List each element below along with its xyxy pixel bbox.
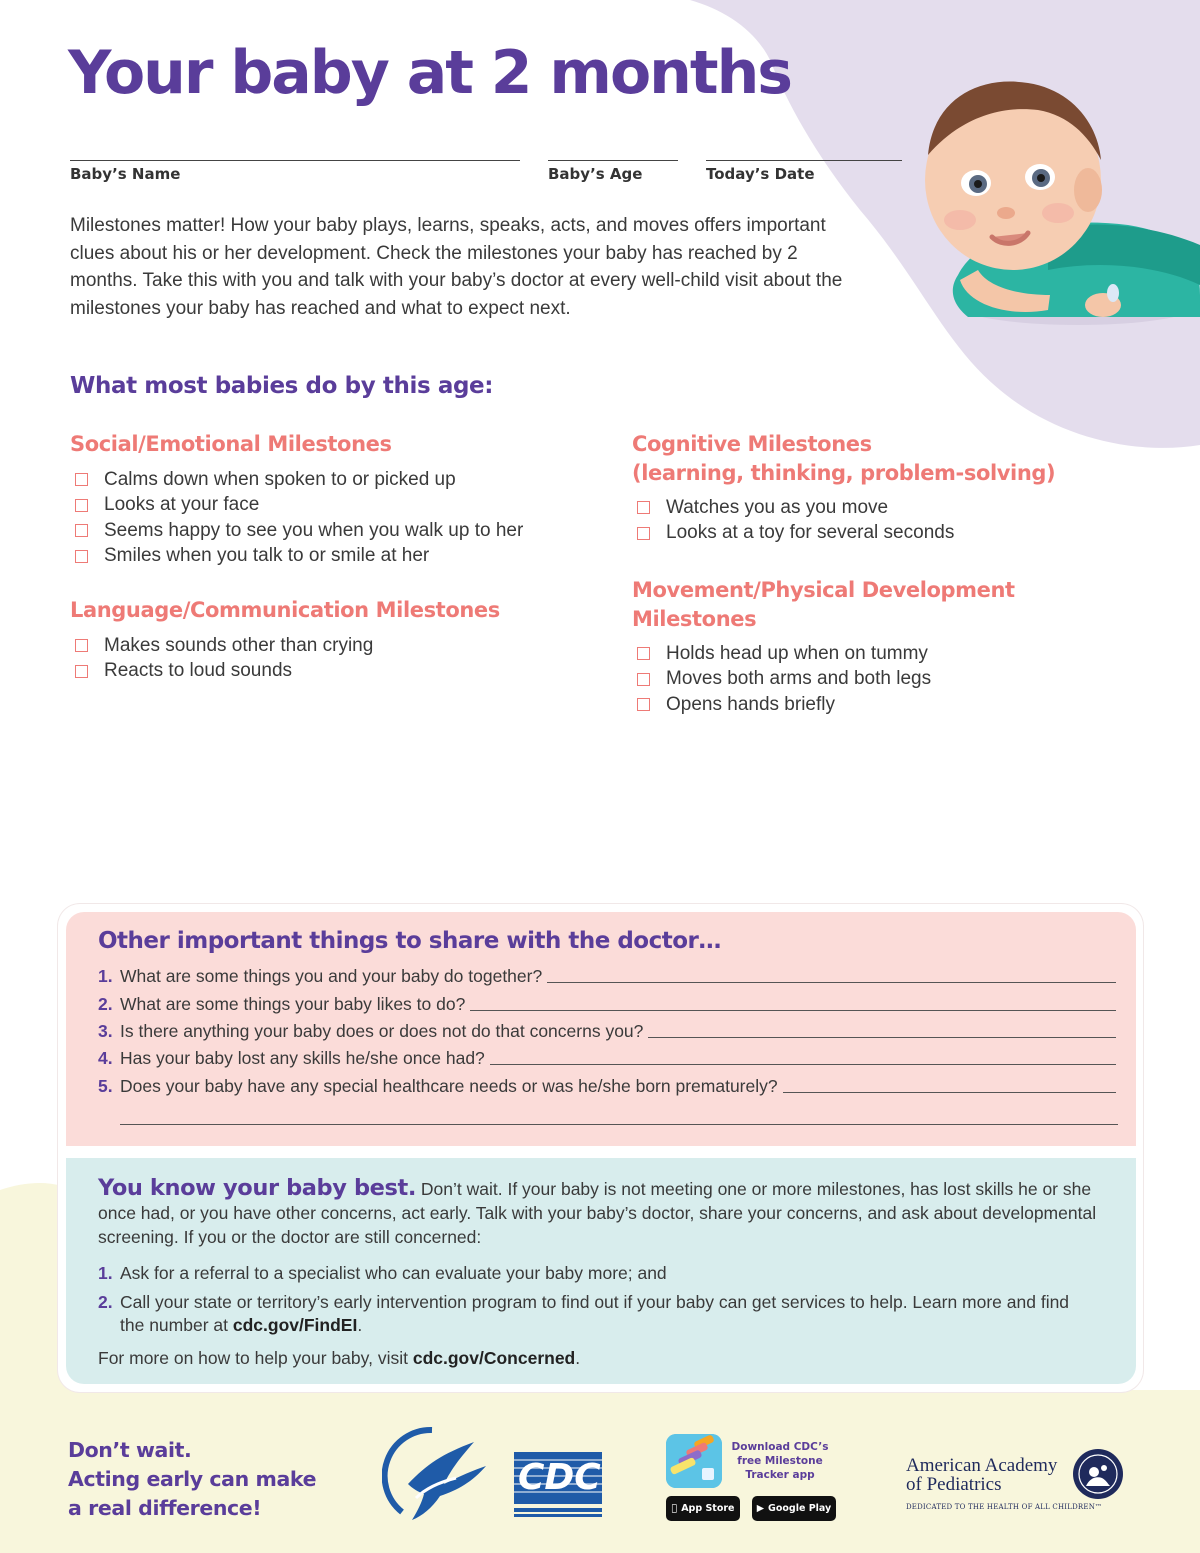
milestone-tracker-app-icon[interactable] bbox=[666, 1434, 722, 1488]
know-your-baby-text: Don’t wait. If your baby is not meeting one or more milestones, has lost skills he or she once had, or you have other concerns, act early. Talk with your baby’s doctor, share your concerns, and ask about developmental screening. If you or the doctor are still concerned: bbox=[98, 1179, 1097, 1247]
movement-heading-line1: Movement/Physical Development bbox=[632, 578, 1015, 602]
checklist-item-label: Moves both arms and both legs bbox=[666, 668, 932, 690]
checkbox[interactable] bbox=[75, 499, 88, 512]
question-text: Does your baby have any special healthcare needs or was he/she born prematurely? bbox=[120, 1076, 778, 1096]
todays-date-field[interactable] bbox=[706, 160, 902, 183]
todays-date-label: Today’s Date bbox=[706, 165, 815, 183]
hhs-seal-logo bbox=[382, 1424, 492, 1524]
checkbox[interactable] bbox=[75, 524, 88, 537]
checklist-item[interactable] bbox=[70, 544, 523, 570]
question-row[interactable] bbox=[98, 1048, 1116, 1069]
app-icon-graphic bbox=[666, 1434, 722, 1488]
language-communication-heading: Language/Communication Milestones bbox=[70, 598, 500, 622]
cognitive-heading bbox=[632, 430, 1055, 488]
checklist-item[interactable] bbox=[632, 641, 931, 667]
checklist-item-label: Looks at your face bbox=[104, 494, 260, 516]
checklist-item[interactable] bbox=[70, 467, 523, 493]
checklist-item-label: Seems happy to see you when you walk up to her bbox=[104, 519, 524, 541]
question-text: What are some things you and your baby do together? bbox=[120, 966, 543, 986]
know-your-baby-heading: You know your baby best. bbox=[98, 1175, 417, 1201]
answer-line[interactable] bbox=[470, 1010, 1116, 1011]
social-emotional-heading: Social/Emotional Milestones bbox=[70, 432, 392, 456]
google-play-label: Google Play bbox=[768, 1503, 832, 1514]
apple-icon bbox=[671, 1503, 677, 1514]
checkbox[interactable] bbox=[637, 698, 650, 711]
checklist-item-label: Opens hands briefly bbox=[666, 693, 835, 715]
question-row[interactable] bbox=[98, 966, 1116, 987]
movement-physical-heading bbox=[632, 576, 1015, 634]
intro-paragraph: Milestones matter! How your baby plays, learns, speaks, acts, and moves offers important clues about his or her development. Check the milestones your baby has reached by 2 months. Take this with you and talk with your baby’s doctor at every well-child visit about the milestones your baby has reached and what to expect next. bbox=[70, 215, 843, 319]
checklist-item-label: Makes sounds other than crying bbox=[104, 634, 374, 656]
question-number: 2. bbox=[98, 994, 113, 1014]
google-play-badge[interactable] bbox=[752, 1496, 836, 1521]
checklist-item-label: Watches you as you move bbox=[666, 496, 889, 518]
dont-wait-line2: Acting early can make bbox=[68, 1467, 317, 1491]
baby-name-label: Baby’s Name bbox=[70, 165, 181, 183]
concerned-link[interactable]: cdc.gov/Concerned bbox=[412, 1348, 576, 1368]
question-row[interactable] bbox=[98, 1021, 1116, 1042]
checklist-item-label: Reacts to loud sounds bbox=[104, 660, 293, 682]
checklist-item[interactable] bbox=[632, 495, 954, 521]
page-title: Your baby at 2 months bbox=[68, 38, 791, 108]
question-number: 4. bbox=[98, 1048, 113, 1068]
question-number: 1. bbox=[98, 966, 113, 986]
dont-wait-message bbox=[68, 1436, 316, 1523]
baby-name-field[interactable] bbox=[70, 160, 520, 183]
step-end: . bbox=[357, 1315, 363, 1335]
checkbox[interactable] bbox=[637, 673, 650, 686]
answer-line[interactable] bbox=[547, 982, 1116, 983]
checkbox[interactable] bbox=[637, 527, 650, 540]
cognitive-list bbox=[632, 495, 954, 546]
what-babies-do-heading: What most babies do by this age: bbox=[70, 373, 494, 399]
step-number: 1. bbox=[98, 1263, 113, 1283]
aap-tagline: DEDICATED TO THE HEALTH OF ALL CHILDREN™ bbox=[906, 1503, 1103, 1511]
other-things-heading: Other important things to share with the doctor… bbox=[98, 928, 721, 954]
checkbox[interactable] bbox=[637, 647, 650, 660]
movement-heading-line2: Milestones bbox=[632, 607, 757, 631]
checklist-item-label: Calms down when spoken to or picked up bbox=[104, 468, 456, 490]
cognitive-heading-line2: (learning, thinking, problem-solving) bbox=[632, 461, 1056, 485]
step-text: Ask for a referral to a specialist who can evaluate your baby more; and bbox=[120, 1263, 667, 1283]
checkbox[interactable] bbox=[637, 501, 650, 514]
question-number: 3. bbox=[98, 1021, 113, 1041]
aap-name-line2: of Pediatrics bbox=[906, 1474, 1002, 1495]
baby-age-field[interactable] bbox=[548, 160, 678, 183]
answer-line[interactable] bbox=[783, 1092, 1116, 1093]
aap-name-line1: American Academy bbox=[906, 1455, 1058, 1476]
cognitive-heading-line1: Cognitive Milestones bbox=[632, 432, 872, 456]
play-icon: ▶ bbox=[756, 1503, 765, 1514]
aap-seal-icon bbox=[1072, 1448, 1124, 1500]
checklist-item[interactable] bbox=[70, 493, 523, 519]
more-info-end: . bbox=[575, 1348, 581, 1368]
checklist-item[interactable] bbox=[70, 633, 373, 659]
app-store-badge[interactable] bbox=[666, 1496, 740, 1521]
step-text-wrap bbox=[120, 1291, 1088, 1337]
social-emotional-list bbox=[70, 467, 523, 569]
checklist-item[interactable] bbox=[632, 667, 931, 693]
language-communication-list bbox=[70, 633, 373, 684]
question-text: What are some things your baby likes to do? bbox=[120, 994, 466, 1014]
cdc-logo bbox=[512, 1450, 604, 1520]
question-row[interactable] bbox=[98, 1076, 1116, 1097]
checklist-item[interactable] bbox=[70, 659, 373, 685]
question-row[interactable] bbox=[98, 994, 1116, 1015]
answer-line[interactable] bbox=[490, 1064, 1116, 1065]
action-step bbox=[98, 1262, 1088, 1285]
movement-physical-list bbox=[632, 641, 931, 718]
know-your-baby-paragraph bbox=[98, 1176, 1098, 1249]
checklist-item-label: Looks at a toy for several seconds bbox=[666, 522, 955, 544]
step-text: Call your state or territory’s early intervention program to find out if your baby can get services to help. Learn more and find the number at bbox=[120, 1292, 1070, 1335]
dont-wait-line3: a real difference! bbox=[68, 1496, 262, 1520]
answer-line-extra[interactable] bbox=[120, 1124, 1118, 1125]
find-ei-link[interactable]: cdc.gov/FindEI bbox=[232, 1315, 358, 1335]
checkbox[interactable] bbox=[75, 665, 88, 678]
more-info-line bbox=[98, 1348, 580, 1369]
checklist-item[interactable] bbox=[632, 521, 954, 547]
baby-age-label: Baby’s Age bbox=[548, 165, 643, 183]
more-info-text: For more on how to help your baby, visit bbox=[98, 1348, 408, 1368]
checklist-item-label: Holds head up when on tummy bbox=[666, 642, 928, 664]
checkbox[interactable] bbox=[75, 473, 88, 486]
checklist-item[interactable] bbox=[632, 692, 931, 718]
baby-photo bbox=[898, 55, 1200, 325]
action-step bbox=[98, 1291, 1088, 1337]
app-store-label: App Store bbox=[678, 1503, 732, 1514]
checkbox[interactable] bbox=[75, 550, 88, 563]
aap-logo-text bbox=[906, 1456, 1057, 1494]
checklist-item[interactable] bbox=[70, 518, 523, 544]
checklist-item-label: Smiles when you talk to or smile at her bbox=[104, 545, 430, 567]
question-text: Is there anything your baby does or does not do that concerns you? bbox=[120, 1021, 644, 1041]
checkbox[interactable] bbox=[75, 639, 88, 652]
question-number: 5. bbox=[98, 1076, 113, 1096]
answer-line[interactable] bbox=[648, 1037, 1116, 1038]
app-download-text: Download CDC’s free Milestone Tracker app bbox=[731, 1441, 829, 1481]
dont-wait-line1: Don’t wait. bbox=[68, 1438, 192, 1462]
cdc-logo-text: CDC bbox=[518, 1457, 601, 1498]
step-number: 2. bbox=[98, 1292, 113, 1312]
question-text: Has your baby lost any skills he/she once had? bbox=[120, 1048, 485, 1068]
